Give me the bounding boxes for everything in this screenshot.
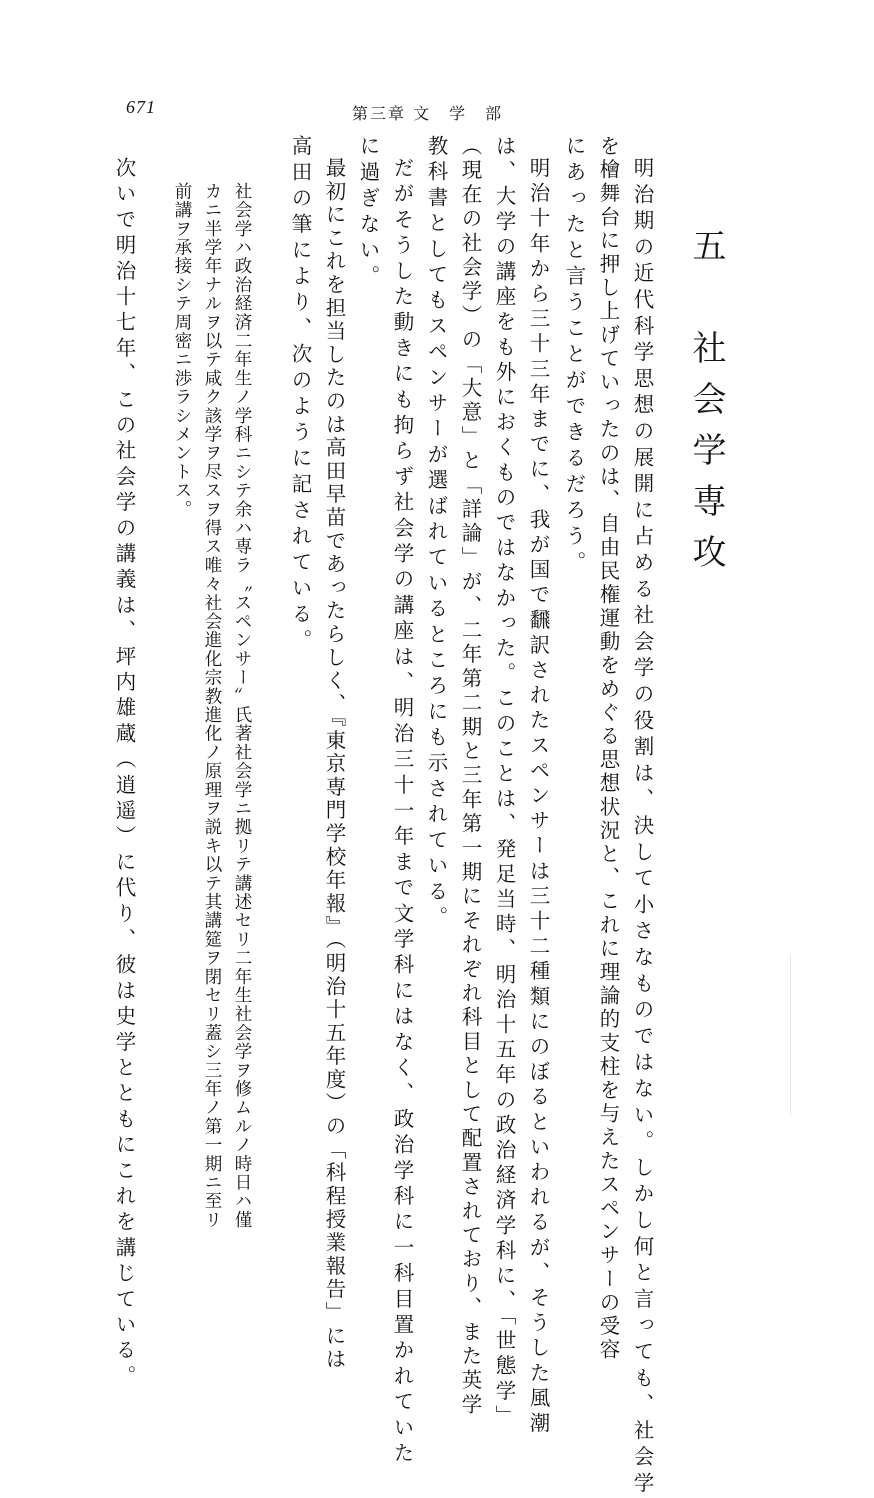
body-column: だがそうした動きにも拘らず社会学の講座は、明治三十一年まで文学科にはなく、政治学科に一科目置かれていた bbox=[390, 157, 414, 1468]
body-column: 明治期の近代科学思想の展開に占める社会学の役割は、決して小さなものではない。しかし何と言っても、社会学 bbox=[630, 157, 654, 1498]
quote-column: 社会学ハ政治経済二年生ノ学科ニシテ余ハ専ラ〝スペンサー〟氏著社会学ニ拠リテ講述セリ二年生社会学ヲ修ムルノ時日ハ僅 bbox=[232, 182, 252, 1230]
body-column: に過ぎない。 bbox=[356, 135, 380, 291]
body-column: 教科書としてもスペンサーが選ばれているところにも示されている。 bbox=[424, 135, 448, 932]
body-column: は、大学の講座をも外におくものではなかった。このことは、発足当時、明治十五年の政治経済学科に、「世態学」 bbox=[492, 135, 516, 1430]
body-column: 明治十年から三十三年までに、我が国で飜訳されたスペンサーは三十二種類にのぼるといわれるが、そうした風潮 bbox=[526, 157, 550, 1438]
page-number: 671 bbox=[126, 97, 156, 117]
running-head: 第三章 文 学 部 bbox=[352, 104, 504, 123]
body-column: 高田の筆により、次のように記されている。 bbox=[288, 135, 312, 655]
page-edge-mark bbox=[790, 955, 791, 1115]
body-column: 最初にこれを担当したのは高田早苗であったらしく、『東京専門学校年報』（明治十五年度）の「科程授業報告」には bbox=[322, 157, 346, 1372]
section-title: 五 社会学専攻 bbox=[686, 228, 726, 585]
body-column: にあったと言うことができるだろう。 bbox=[562, 135, 586, 577]
body-column: （現在の社会学）の「大意」と「詳論」が、二年第二期と三年第一期にそれぞれ科目として配置されており、また英学 bbox=[458, 135, 482, 1418]
body-column: を檜舞台に押し上げていったのは、自由民権運動をめぐる思想状況と、これに理論的支柱を与えたスペンサーの受容 bbox=[596, 135, 620, 1363]
quote-column: 前講ヲ承接シテ周密ニ渉ラシメントス。 bbox=[172, 182, 192, 519]
quote-column: カニ半学年ナルヲ以テ咸ク該学ヲ尽スヲ得ス唯々社会進化宗教進化ノ原理ヲ説キ以テ其講筵ヲ閉セリ蓋シ三年ノ第一期ニ至リ bbox=[202, 182, 222, 1230]
closing-column: 次いで明治十七年、この社会学の講義は、坪内雄蔵（逍遥）に代り、彼は史学とともにこれを講じている。 bbox=[112, 157, 136, 1391]
